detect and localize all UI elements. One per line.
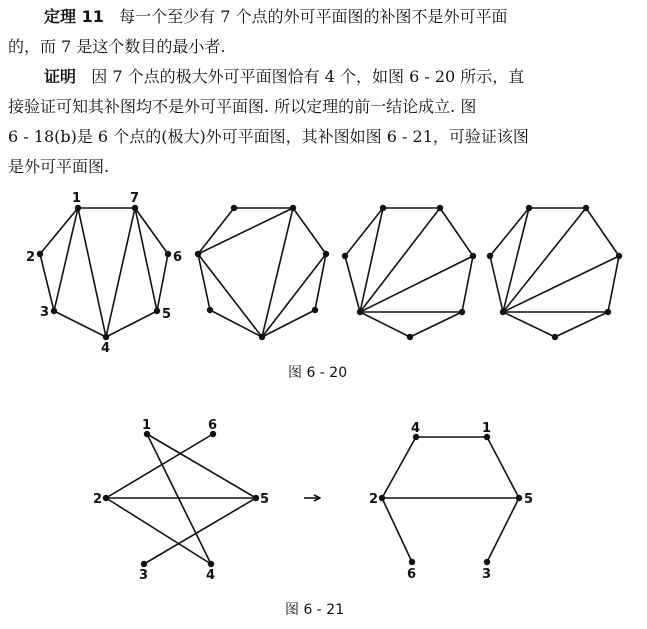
label-v3: 3 <box>40 305 50 320</box>
label-v4: 4 <box>101 341 111 356</box>
vertex <box>231 205 237 211</box>
vertex <box>323 251 329 257</box>
vertex <box>407 334 413 340</box>
fig621-right-graph <box>382 437 519 562</box>
vertex-3 <box>51 308 57 314</box>
label-v5: 5 <box>162 307 172 322</box>
arrow <box>304 495 320 501</box>
proof-line1: 因 7 个点的极大外可平面图恰有 4 个，如图 6 - 20 所示，直 <box>91 67 525 86</box>
vertex-6 <box>409 559 415 565</box>
vertex <box>500 309 506 315</box>
vertex-4 <box>208 561 214 567</box>
label-r6: 6 <box>407 567 417 582</box>
label-r2: 2 <box>369 492 379 507</box>
label-l1: 1 <box>142 418 152 433</box>
vertex-2 <box>37 251 43 257</box>
vertex-3 <box>484 559 490 565</box>
vertex-5 <box>253 495 259 501</box>
caption-fig-6-21: 图 6 - 21 <box>285 602 345 618</box>
proof-line4: 是外可平面图. <box>8 157 110 176</box>
vertex <box>207 307 213 313</box>
fig620-graph-3 <box>345 208 473 337</box>
vertex <box>357 309 363 315</box>
vertex <box>526 205 532 211</box>
label-l5: 5 <box>260 492 270 507</box>
fig620-graph-4 <box>490 208 619 337</box>
vertex <box>195 251 201 257</box>
label-v7: 7 <box>130 191 140 206</box>
label-l3: 3 <box>139 568 149 583</box>
theorem-text-line2: 的，而 7 是这个数目的最小者. <box>8 37 226 56</box>
label-l6: 6 <box>208 418 218 433</box>
label-r4: 4 <box>411 421 421 436</box>
vertex-6 <box>165 251 171 257</box>
theorem-label: 定理 11 <box>44 7 104 26</box>
vertex <box>437 205 443 211</box>
vertex-2 <box>103 495 109 501</box>
label-v2: 2 <box>26 250 36 265</box>
vertex-4 <box>103 334 109 340</box>
fig621-left-graph <box>106 434 256 564</box>
label-v6: 6 <box>173 250 183 265</box>
proof-line2: 接验证可知其补图均不是外可平面图. 所以定理的前一结论成立. 图 <box>8 97 477 116</box>
vertex-3 <box>141 561 147 567</box>
proof-label: 证明 <box>44 67 77 86</box>
vertex <box>583 205 589 211</box>
vertex <box>616 253 622 259</box>
theorem-text-line1: 每一个至少有 7 个点的外可平面图的补图不是外可平面 <box>119 7 508 26</box>
vertex <box>290 205 296 211</box>
label-r3: 3 <box>482 567 492 582</box>
caption-fig-6-20: 图 6 - 20 <box>288 365 348 381</box>
fig620-graph-2 <box>198 208 326 337</box>
vertex <box>487 253 493 259</box>
vertex <box>552 334 558 340</box>
vertex-5 <box>154 308 160 314</box>
label-r5: 5 <box>524 492 534 507</box>
vertex-2 <box>379 495 385 501</box>
vertex <box>342 253 348 259</box>
vertex <box>605 309 611 315</box>
label-r1: 1 <box>482 421 492 436</box>
label-l4: 4 <box>206 568 216 583</box>
vertex <box>380 205 386 211</box>
vertex-5 <box>516 495 522 501</box>
proof-line3: 6 - 18(b)是 6 个点的(极大)外可平面图，其补图如图 6 - 21，可验证该图 <box>8 127 529 146</box>
vertex <box>459 309 465 315</box>
label-v1: 1 <box>72 191 82 206</box>
vertex <box>470 253 476 259</box>
fig620-graph-1 <box>40 208 168 337</box>
vertex <box>259 334 265 340</box>
label-l2: 2 <box>93 492 103 507</box>
vertex <box>312 307 318 313</box>
